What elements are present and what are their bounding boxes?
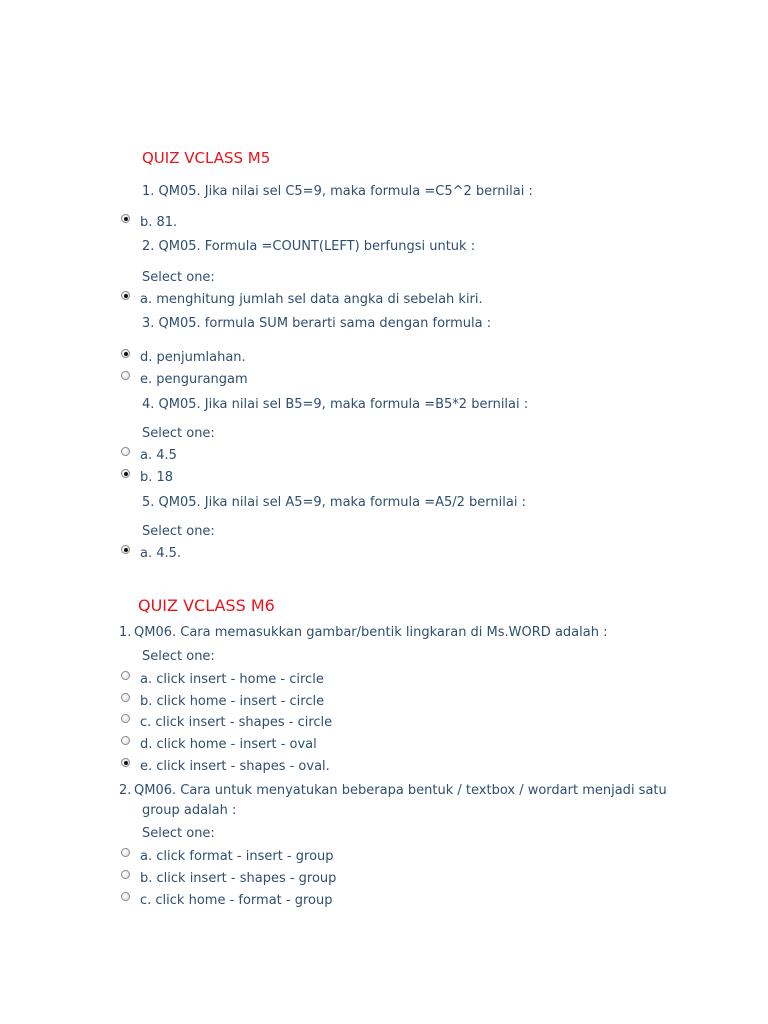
m6-question-2-number: 2.: [119, 783, 132, 798]
m6-q1-option-b-label: b. click home - insert - circle: [140, 694, 325, 709]
m6-q2-option-b-radio[interactable]: [121, 870, 130, 879]
m5-q5-option-a-radio[interactable]: [121, 545, 130, 554]
m5-q4-select-one: Select one:: [142, 426, 215, 441]
m6-question-1: QM06. Cara memasukkan gambar/bentik lingkaran di Ms.WORD adalah :: [134, 625, 608, 640]
m6-q1-option-c-radio[interactable]: [121, 714, 130, 723]
quiz-m6-title: QUIZ VCLASS M6: [138, 596, 275, 615]
m5-question-4: 4. QM05. Jika nilai sel B5=9, maka formula =B5*2 bernilai :: [142, 397, 529, 412]
m6-q1-option-e-radio[interactable]: [121, 758, 130, 767]
quiz-m5-title: QUIZ VCLASS M5: [142, 149, 271, 167]
m5-q3-option-d-label: d. penjumlahan.: [140, 350, 246, 365]
m5-q2-option-a-radio[interactable]: [121, 291, 130, 300]
m5-q1-option-b-label: b. 81.: [140, 215, 178, 230]
m5-q4-option-a-radio[interactable]: [121, 447, 130, 456]
m5-question-1: 1. QM05. Jika nilai sel C5=9, maka formula =C5^2 bernilai :: [142, 184, 533, 199]
m5-q5-option-a-label: a. 4.5.: [140, 546, 182, 561]
m6-q1-option-d-label: d. click home - insert - oval: [140, 737, 317, 752]
m5-q4-option-b-label: b. 18: [140, 470, 174, 485]
m6-q2-select-one: Select one:: [142, 826, 215, 841]
m6-q1-option-b-radio[interactable]: [121, 693, 130, 702]
m5-q3-option-d-radio[interactable]: [121, 349, 130, 358]
m5-q4-option-a-label: a. 4.5: [140, 448, 177, 463]
m5-q3-option-e-label: e. pengurangam: [140, 372, 248, 387]
m6-q1-option-a-radio[interactable]: [121, 671, 130, 680]
m5-q3-option-e-radio[interactable]: [121, 371, 130, 380]
m5-q2-option-a-label: a. menghitung jumlah sel data angka di sebelah kiri.: [140, 292, 483, 307]
m5-q4-option-b-radio[interactable]: [121, 469, 130, 478]
m5-q1-option-b-radio[interactable]: [121, 214, 130, 223]
m6-q2-option-a-radio[interactable]: [121, 848, 130, 857]
m6-q1-select-one: Select one:: [142, 649, 215, 664]
m6-question-2-line-2: group adalah :: [142, 803, 237, 818]
m6-question-1-number: 1.: [119, 625, 132, 640]
m5-question-5: 5. QM05. Jika nilai sel A5=9, maka formula =A5/2 bernilai :: [142, 495, 526, 510]
m6-q2-option-c-label: c. click home - format - group: [140, 893, 333, 908]
m6-q1-option-e-label: e. click insert - shapes - oval.: [140, 759, 330, 774]
m6-q2-option-a-label: a. click format - insert - group: [140, 849, 334, 864]
m6-q2-option-c-radio[interactable]: [121, 892, 130, 901]
m5-question-2: 2. QM05. Formula =COUNT(LEFT) berfungsi untuk :: [142, 239, 476, 254]
m6-q1-option-a-label: a. click insert - home - circle: [140, 672, 324, 687]
m6-q1-option-d-radio[interactable]: [121, 736, 130, 745]
m5-q2-select-one: Select one:: [142, 270, 215, 285]
m6-question-2-line-1: QM06. Cara untuk menyatukan beberapa bentuk / textbox / wordart menjadi satu: [134, 783, 667, 798]
m5-q5-select-one: Select one:: [142, 524, 215, 539]
m6-q1-option-c-label: c. click insert - shapes - circle: [140, 715, 333, 730]
m5-question-3: 3. QM05. formula SUM berarti sama dengan formula :: [142, 316, 492, 331]
m6-q2-option-b-label: b. click insert - shapes - group: [140, 871, 337, 886]
